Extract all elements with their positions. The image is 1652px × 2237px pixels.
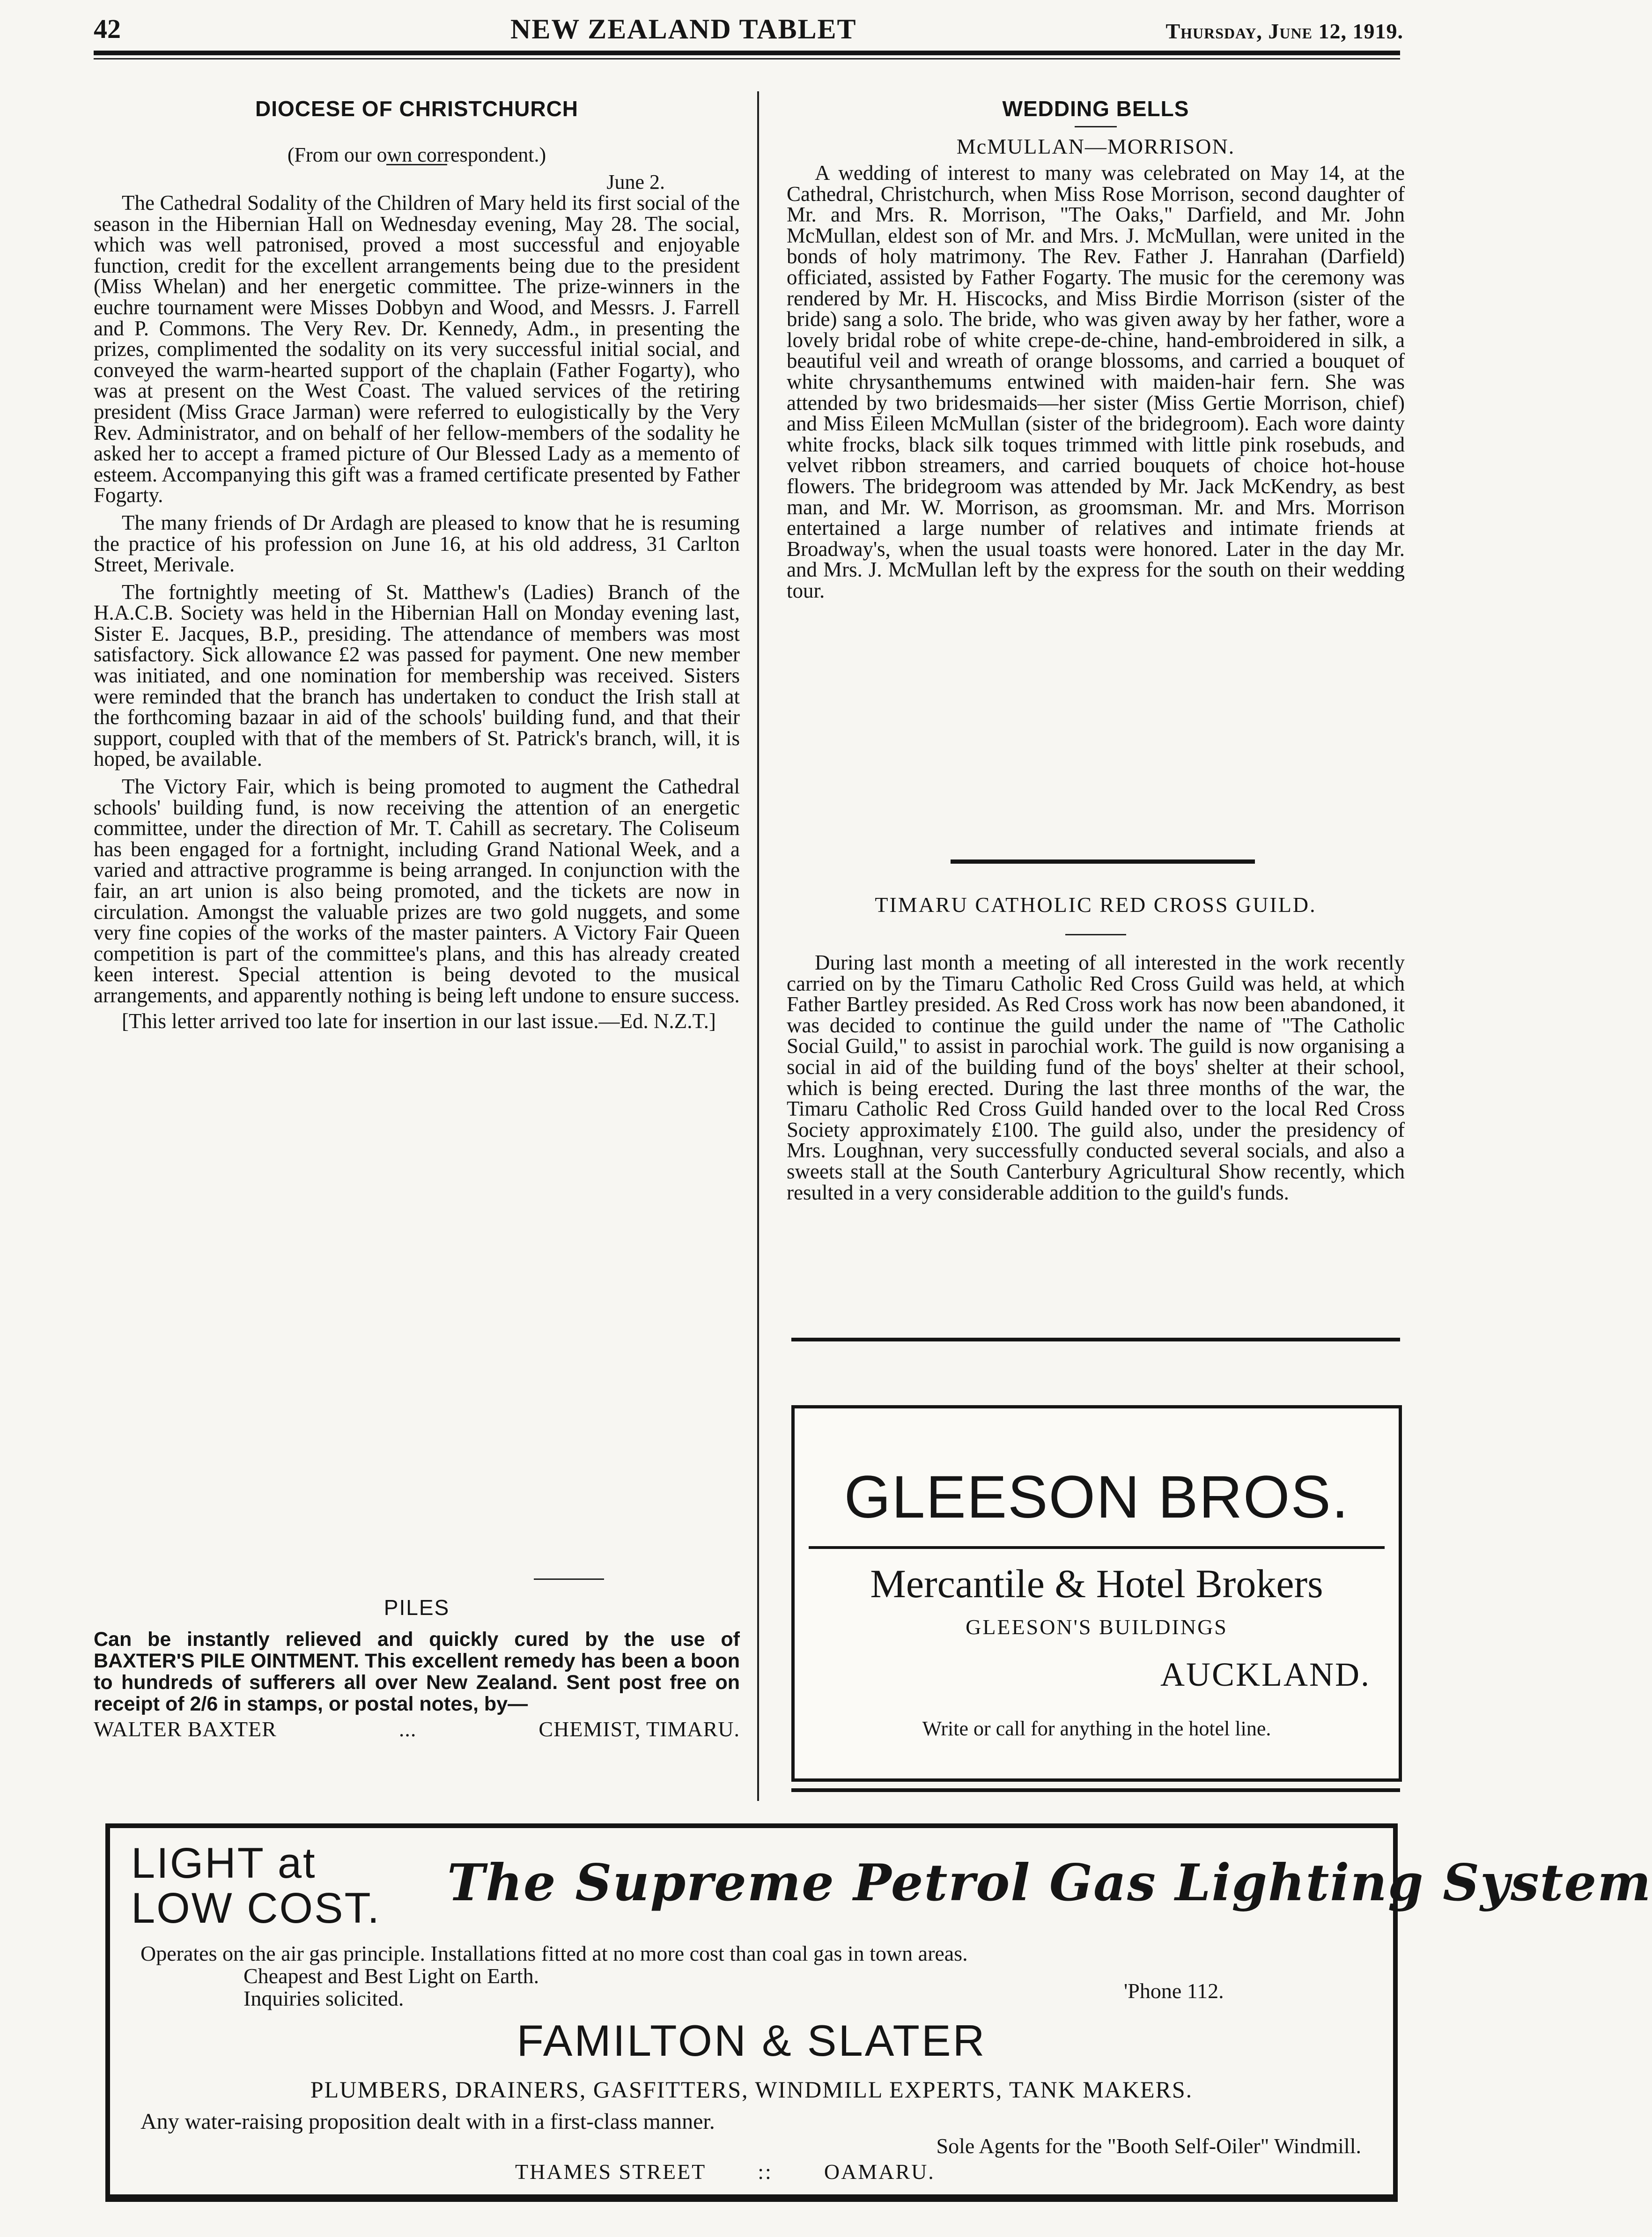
diocese-dateline: June 2.	[606, 170, 665, 193]
column-divider	[757, 91, 759, 1801]
piles-heading: PILES	[384, 1595, 450, 1620]
timaru-article	[787, 892, 1405, 1203]
masthead-rule	[94, 51, 1400, 55]
diocese-editor-note: [This letter arrived too late for insertion in our last issue.—Ed. N.Z.T.]	[122, 1009, 716, 1033]
familton-street: THAMES STREET	[515, 2160, 707, 2184]
wedding-body: A wedding of interest to many was celebrated on May 14, at the Cathedral, Christchurch, when Miss Rose Morrison, second daughter of Mr. and Mrs. R. Morrison, "The Oaks," Darfield, and Mr. John McMullan, eldest son of Mr. and Mrs. J. McMullan, were united in the bonds of holy matrimony. The Rev. Father J. Hanrahan (Darfield) officiated, assisted by Father Fogarty. The music for the ceremony was rendered by Mr. H. Hiscocks, and Miss Birdie Morrison (sister of the bride) sang a solo. The bride, who was given away by her father, wore a lovely bridal robe of white crepe-de-chine, hand-embroidered in silk, a beautiful veil and wreath of orange blossoms, and carried a bouquet of white chrysanthemums entwined with maiden-hair fern. She was attended by two bridesmaids—her sister (Miss Gertie Morrison, chief) and Miss Eileen McMullan (sister of the bridegroom). Each wore dainty white frocks, black silk toques trimmed with little pink rosebuds, and velvet ribbon streamers, and carried bouquets of choice hot-house flowers. The bridegroom was attended by Mr. Jack McKendry, as best man, and Mr. W. Morrison, as groomsman. Mr. and Mrs. Morrison entertained a large number of relatives and intimate friends at Broadway's, when the usual toasts were honored. Later in the day Mr. and Mrs. J. McMullan left by the express for the south on their wedding tour.	[787, 161, 1405, 602]
familton-firm: FAMILTON & SLATER	[516, 2016, 987, 2065]
gleeson-tagline: Mercantile & Hotel Brokers	[870, 1561, 1323, 1606]
gleeson-rule	[809, 1546, 1385, 1549]
gleeson-end-rule	[791, 1788, 1400, 1792]
timaru-dash	[1065, 934, 1126, 935]
diocese-paragraph: The fortnightly meeting of St. Matthew's (Ladies) Branch of the H.A.C.B. Society was held in the Hibernian Hall on Monday evening last, Sister E. Jacques, B.P., presiding. The attendance of members was most satisfactory. Sick allowance £2 was passed for payment. One new member was initiated, and one nomination for membership was received. Sisters were reminded that the branch has undertaken to conduct the Irish stall at the forthcoming bazaar in aid of the schools' building fund, and that their support, coupled with that of the members of St. Patrick's branch, will, it is hoped, be available.	[94, 580, 740, 771]
gleeson-ad	[791, 1405, 1402, 1782]
diocese-paragraph: The Victory Fair, which is being promoted to augment the Cathedral schools' building fund, is now receiving the attention of an energetic committee, under the direction of Mr. T. Cahill as secretary. The Coliseum has been engaged for a fortnight, including Grand National Week, and a varied and attractive programme is being arranged. In conjunction with the fair, an art union is also being promoted, and the tickets are now in circulation. Amongst the valuable prizes are two gold nuggets, and some very fine copies of the works of the master painters. A Victory Fair Queen competition is part of the committee's plans, and this has already created keen interest. Special attention is being devoted to the musical arrangements, and apparently nothing is being left undone to ensure success.	[94, 775, 740, 1007]
familton-town: OAMARU.	[824, 2160, 935, 2184]
familton-street-sep: ::	[758, 2160, 773, 2184]
familton-light-line1: LIGHT at	[131, 1839, 317, 1887]
gleeson-city: AUCKLAND.	[1160, 1656, 1371, 1693]
issue-date: Thursday, June 12, 1919.	[1165, 19, 1403, 43]
page-number: 42	[94, 14, 121, 44]
piles-rule	[534, 1578, 604, 1580]
familton-operates: Operates on the air gas principle. Installations fitted at no more cost than coal gas in town areas.	[140, 1941, 968, 1965]
familton-agents: Sole Agents for the "Booth Self-Oiler" Windmill.	[936, 2134, 1361, 2158]
wedding-end-rule	[951, 859, 1255, 864]
gleeson-buildings: GLEESON'S BUILDINGS	[966, 1615, 1228, 1639]
diocese-paragraph: The Cathedral Sodality of the Children of Mary held its first social of the season in the Hibernian Hall on Wednesday evening, May 28. The social, which was well patronised, proved a most successful and enjoyable function, credit for the excellent arrangements being due to the president (Miss Whelan) and her energetic committee. The prize-winners in the euchre tournament were Misses Dobbyn and Wood, and Messrs. J. Farrell and P. Commons. The Very Rev. Dr. Kennedy, Adm., in presenting the prizes, complimented the sodality on its very successful initial social, and conveyed the warm-hearted support of the chaplain (Father Fogarty), who was at present on the West Coast. The valued services of the retiring president (Miss Grace Jarman) were referred to eulogistically by the Very Rev. Administrator, and on behalf of her fellow-members of the sodality he asked her to accept a framed picture of Our Blessed Lady as a memento of esteem. Accompanying this gift was a framed certificate presented by Father Fogarty.	[94, 191, 740, 507]
familton-left-border	[105, 1823, 110, 2198]
gleeson-name: GLEESON BROS.	[844, 1464, 1350, 1531]
piles-signature-sep: ...	[398, 1717, 417, 1741]
timaru-end-rule	[791, 1338, 1400, 1341]
familton-phone: 'Phone 112.	[1124, 1979, 1224, 2003]
diocese-paragraph: The many friends of Dr Ardagh are pleased to know that he is resuming the practice of his profession on June 16, at his old address, 31 Carlton Street, Merivale.	[94, 511, 740, 577]
familton-trades: PLUMBERS, DRAINERS, GASFITTERS, WINDMILL EXPERTS, TANK MAKERS.	[310, 2076, 1193, 2103]
familton-cheapest: Cheapest and Best Light on Earth.	[243, 1964, 539, 1988]
wedding-heading: WEDDING BELLS	[1002, 96, 1189, 121]
familton-bottom-rule	[105, 2194, 1398, 2202]
piles-signature-place: CHEMIST, TIMARU.	[538, 1717, 740, 1741]
gleeson-footer: Write or call for anything in the hotel line.	[922, 1717, 1271, 1740]
piles-signature	[94, 1717, 740, 1741]
piles-ad	[94, 1595, 740, 1741]
piles-signature-name: WALTER BAXTER	[94, 1717, 277, 1741]
familton-system-title: The Supreme Petrol Gas Lighting System	[447, 1853, 1652, 1912]
piles-body: Can be instantly relieved and quickly cured by the use of BAXTER'S PILE OINTMENT. This excellent remedy has been a boon to hundreds of sufferers all over New Zealand. Sent post free on receipt of 2/6 in stamps, or postal notes, by—	[94, 1628, 740, 1715]
familton-address	[515, 2159, 935, 2184]
diocese-heading: DIOCESE OF CHRISTCHURCH	[255, 96, 579, 121]
masthead-rule-thin	[94, 58, 1400, 59]
timaru-heading: TIMARU CATHOLIC RED CROSS GUILD.	[875, 893, 1317, 917]
timaru-body: During last month a meeting of all interested in the work recently carried on by the Timaru Catholic Red Cross Guild was held, at which Father Bartley presided. As Red Cross work has now been abandoned, it was decided to continue the guild under the name of "The Catholic Social Guild," to assist in parochial work. The guild is now organising a social in aid of the building fund of the boys' shelter at their school, which is being erected. During the last three months of the war, the Timaru Catholic Red Cross Guild handed over to the local Red Cross Society approximately £100. The guild also, under the presidency of Mrs. Loughnan, very successfully conducted several socials, and also a sweets stall at the South Canterbury Agricultural Show recently, which resulted in a very considerable addition to the guild's funds.	[787, 951, 1405, 1204]
familton-light-line2: LOW COST.	[131, 1884, 381, 1932]
wedding-dash	[1075, 126, 1117, 127]
publication-title: NEW ZEALAND TABLET	[510, 14, 857, 44]
wedding-article	[787, 96, 1405, 601]
familton-inquiries: Inquiries solicited.	[243, 1986, 404, 2010]
familton-light-heading	[131, 1841, 381, 1931]
familton-top-rule	[105, 1823, 1398, 1828]
diocese-byline: (From our own correspondent.)	[287, 143, 546, 166]
diocese-article	[94, 96, 740, 1031]
familton-water: Any water-raising proposition dealt with in a first-class manner.	[140, 2109, 715, 2134]
wedding-subheading: McMULLAN—MORRISON.	[956, 134, 1235, 158]
